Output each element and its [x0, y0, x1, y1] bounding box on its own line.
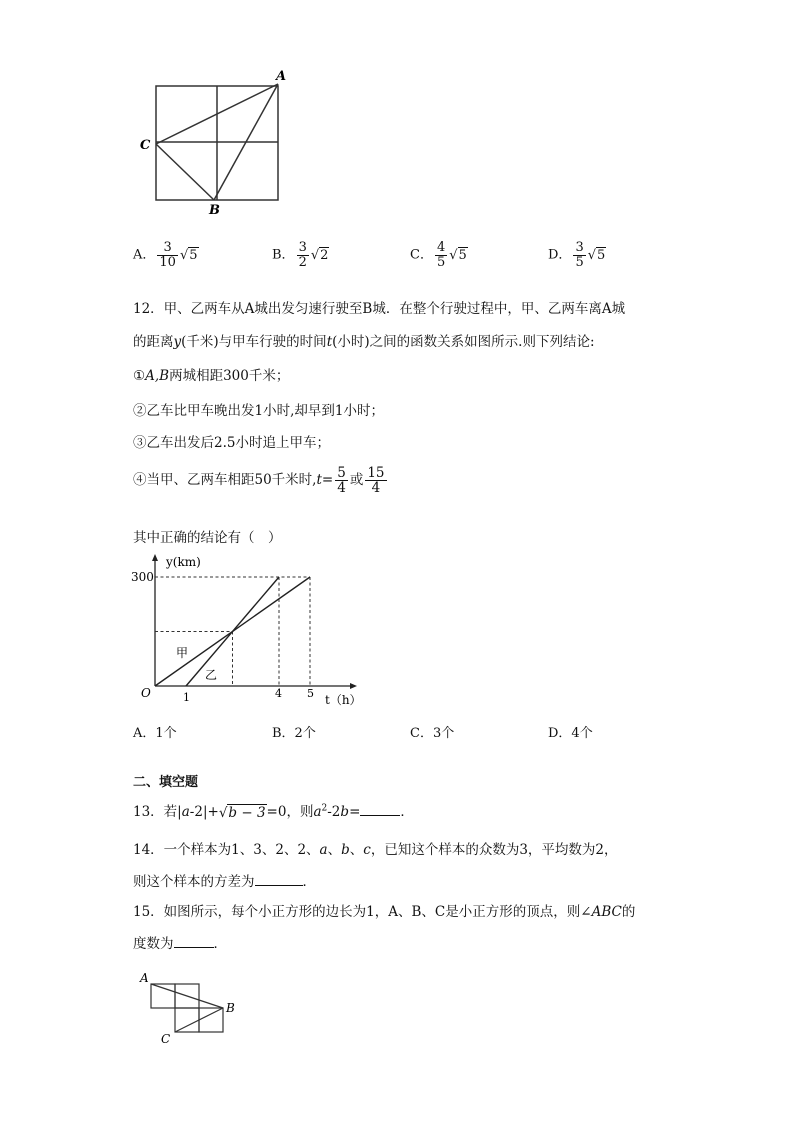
text: 14．一个样本为1、3、2、2、 [133, 842, 320, 858]
q12-conclusion-2: ②乙车比甲车晚出发1小时,却早到1小时； [133, 403, 384, 419]
var-b: b [340, 804, 350, 820]
denominator: 4 [337, 480, 346, 497]
var-ab: A,B [145, 368, 170, 384]
denominator: 5 [436, 254, 446, 270]
fraction [435, 241, 447, 269]
separator: 、 [327, 842, 342, 858]
q12-option-a[interactable]: A．1个 [133, 726, 177, 741]
text: 13．若| [133, 804, 182, 820]
q11-option-a[interactable] [133, 241, 199, 269]
numerator: 3 [157, 241, 178, 256]
fraction [297, 241, 309, 269]
period: ． [302, 874, 316, 890]
text: 两城相距300千米； [169, 368, 290, 384]
x-tick-label: 1 [183, 691, 190, 704]
y-tick-label: 300 [131, 570, 154, 584]
series-label-jia: 甲 [176, 646, 189, 660]
denominator: 2 [298, 254, 307, 270]
grid-square-4 [199, 1008, 223, 1032]
var-b: b [341, 842, 350, 858]
sqrt: √2 [310, 247, 329, 263]
radicand: 5 [597, 247, 606, 263]
var-a: a [319, 842, 328, 858]
fraction-5-4 [335, 466, 348, 495]
y-axis-label: y(km) [166, 555, 201, 569]
angle-abc: ABC [591, 904, 622, 920]
var-t: t [326, 334, 333, 350]
option-letter: A． [133, 247, 156, 263]
q12-option-b[interactable]: B．2个 [272, 726, 316, 741]
var-c: c [363, 842, 371, 858]
radicand: 2 [320, 247, 329, 263]
segment-ab [151, 984, 223, 1008]
denominator: 4 [371, 480, 381, 497]
grid-square-3 [175, 1008, 199, 1032]
var-y: y [173, 334, 182, 350]
period: ． [400, 804, 414, 820]
x-tick-label: 5 [307, 687, 314, 700]
text: -2 [327, 804, 341, 820]
vertex-label-c: C [161, 1032, 171, 1046]
exponent: 2 [321, 803, 328, 814]
text: 15．如图所示，每个小正方形的边长为1，A、B、C是小正方形的顶点，则∠ [133, 904, 592, 920]
text: -2|+ [189, 804, 219, 820]
sqrt: √5 [179, 247, 198, 263]
q12-conclusion-3: ③乙车出发后2.5小时追上甲车； [133, 435, 330, 451]
sqrt: √b − 3 [218, 804, 266, 821]
text: =0，则 [266, 804, 314, 820]
vertex-label-a: A [276, 69, 287, 84]
numerator: 5 [337, 465, 346, 481]
text: (千米)与甲车行驶的时间 [181, 334, 327, 350]
equals: = [349, 804, 361, 820]
text: ，已知这个样本的众数为3，平均数为2， [370, 842, 618, 858]
fraction [157, 241, 178, 269]
section-heading-fill-blank: 二、填空题 [133, 775, 199, 790]
q12-option-d[interactable]: D．4个 [548, 726, 593, 741]
vertex-label-c: C [140, 138, 151, 153]
sqrt: √5 [449, 247, 467, 263]
vertex-label-b: B [209, 203, 220, 218]
radicand: 5 [189, 247, 198, 263]
vertex-label-a: A [140, 971, 149, 985]
answer-blank[interactable] [174, 935, 214, 948]
numerator: 4 [436, 240, 446, 255]
q13 [133, 800, 414, 821]
q11-option-d[interactable] [548, 241, 606, 269]
text: 度数为 [133, 936, 174, 952]
segment-cb [156, 144, 214, 200]
y-axis-arrow [152, 554, 158, 561]
text: 则这个样本的方差为 [133, 874, 255, 890]
radicand: 5 [458, 247, 467, 263]
q14-line1 [133, 838, 618, 858]
equals: = [321, 472, 334, 489]
x-tick-label: 4 [275, 687, 282, 700]
numerator: 15 [367, 465, 385, 481]
q12-conclusion-1 [133, 364, 289, 384]
q12-option-c[interactable]: C．3个 [410, 726, 455, 741]
circled-number: ① [133, 368, 146, 384]
text: ④当甲、乙两车相距50千米时, [133, 472, 317, 489]
sqrt: √5 [587, 247, 606, 263]
q14-line2 [133, 870, 316, 890]
q11-grid-figure [135, 62, 295, 220]
denominator: 5 [575, 254, 584, 270]
x-axis-label: t（h） [325, 693, 362, 707]
q12-line1: 12．甲、乙两车从A城出发匀速行驶至B城．在整个行驶过程中，甲、乙两车离A城 [133, 301, 626, 317]
q15-grid-figure [136, 966, 246, 1048]
answer-blank[interactable] [255, 873, 303, 886]
q15-line1 [133, 900, 635, 920]
denominator: 10 [159, 254, 176, 270]
option-letter: B． [272, 247, 295, 263]
separator: 、 [349, 842, 364, 858]
q12-distance-time-chart [130, 548, 370, 718]
period: ． [213, 936, 227, 952]
q12-conclusion-4 [133, 466, 389, 495]
x-axis-arrow [350, 683, 357, 689]
q12-question: 其中正确的结论有（ ） [133, 530, 282, 546]
numerator: 3 [575, 240, 584, 255]
text: 的 [621, 904, 636, 920]
origin-label: O [141, 686, 151, 700]
var-t: t [316, 472, 322, 489]
var-a: a [181, 804, 190, 820]
numerator: 3 [298, 240, 307, 255]
q15-line2 [133, 932, 227, 952]
q11-option-c[interactable] [410, 241, 468, 269]
option-letter: C． [410, 247, 433, 263]
text: (小时)之间的函数关系如图所示.则下列结论: [332, 334, 595, 350]
var-a: a [313, 804, 322, 820]
radicand: b − 3 [228, 804, 266, 821]
q12-line2 [133, 330, 595, 350]
series-label-yi: 乙 [205, 668, 218, 682]
vertex-label-b: B [226, 1001, 235, 1015]
text-or: 或 [349, 472, 364, 489]
text: 的距离 [133, 334, 174, 350]
answer-blank[interactable] [360, 803, 400, 816]
fraction-15-4 [365, 466, 386, 495]
option-letter: D． [548, 247, 572, 263]
q11-option-b[interactable] [272, 241, 329, 269]
fraction [573, 241, 585, 269]
